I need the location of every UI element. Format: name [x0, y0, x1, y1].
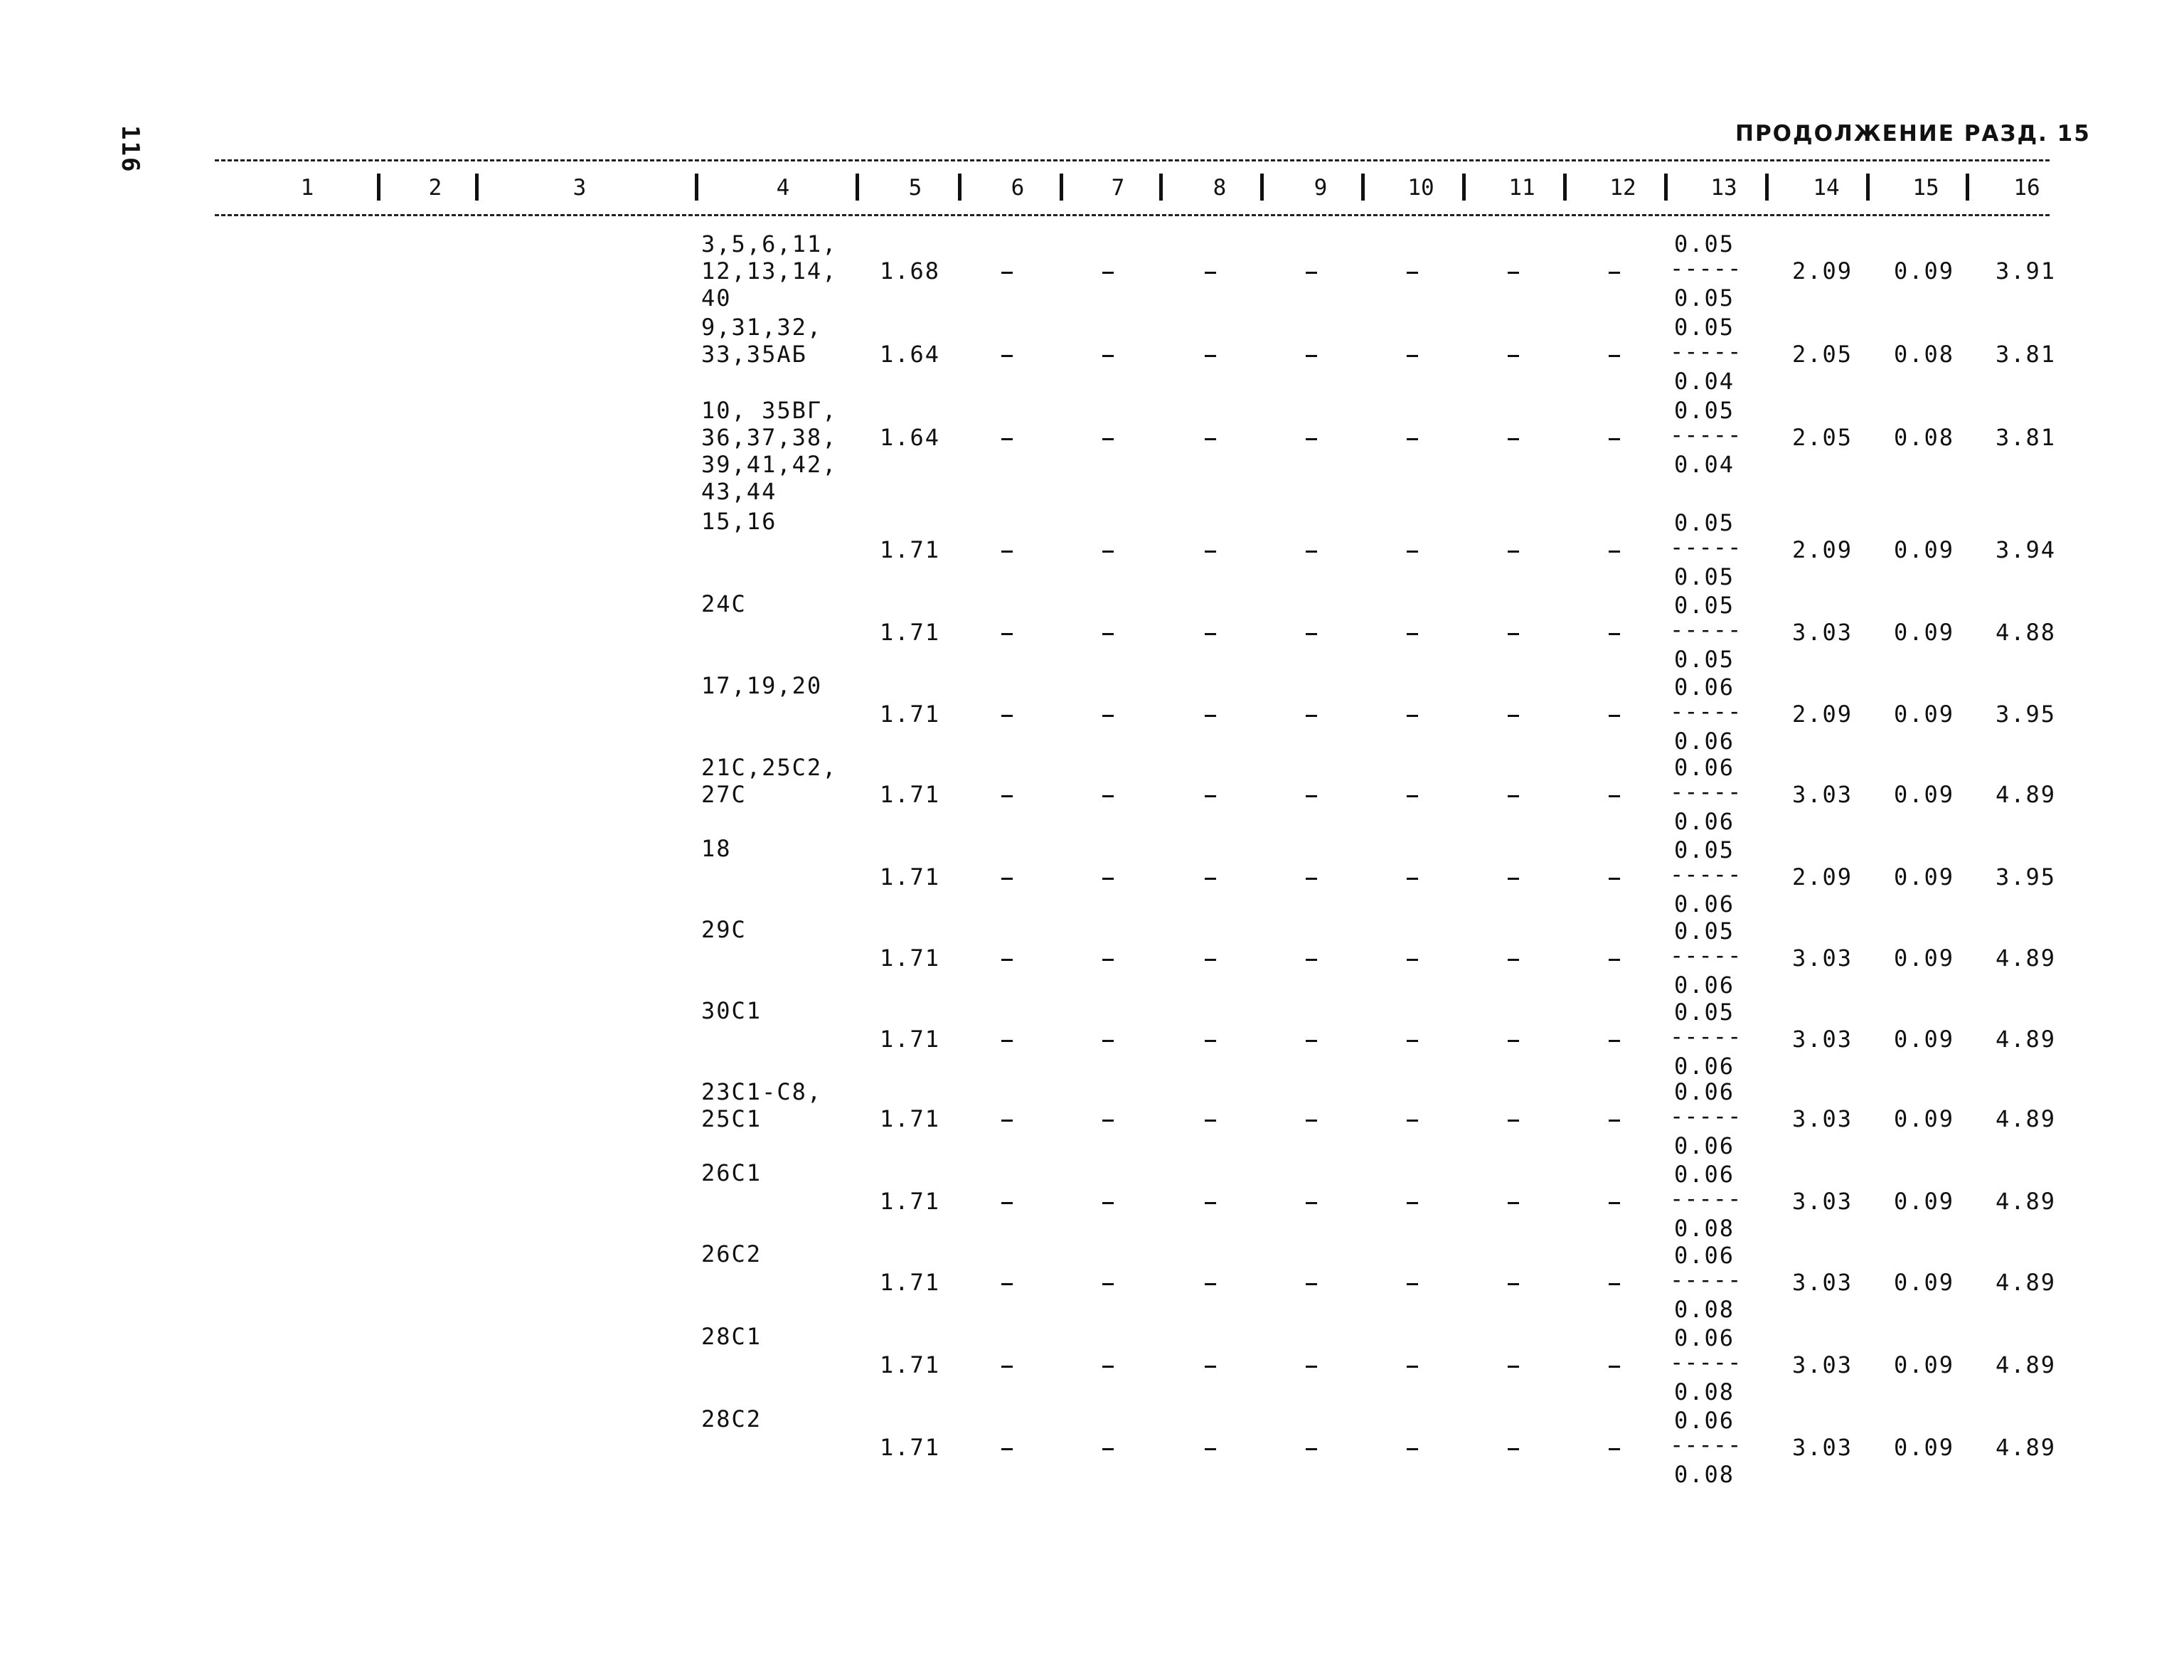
- cell-empty-dash: [1609, 272, 1620, 274]
- column-header-6: 6: [1011, 175, 1025, 201]
- cell-col4: 40: [701, 285, 732, 312]
- cell-empty-dash: [1407, 1040, 1418, 1042]
- cell-col13-denominator: 0.05: [1674, 563, 1735, 590]
- cell-col15: 0.09: [1894, 781, 1955, 808]
- cell-empty-dash: [1102, 1366, 1114, 1368]
- column-separator: [1765, 174, 1769, 201]
- cell-empty-dash: [1508, 715, 1519, 717]
- cell-empty-dash: [1001, 272, 1013, 274]
- cell-col15: 0.09: [1894, 1188, 1955, 1215]
- column-header-11: 11: [1508, 175, 1535, 201]
- cell-col13-denominator: 0.08: [1674, 1461, 1735, 1488]
- cell-empty-dash: [1001, 1283, 1013, 1285]
- cell-empty-dash: [1508, 551, 1519, 553]
- cell-empty-dash: [1001, 438, 1013, 440]
- cell-col13-numerator: 0.05: [1674, 230, 1735, 257]
- cell-col5: 1.71: [880, 945, 941, 972]
- cell-empty-dash: [1508, 878, 1519, 880]
- cell-empty-dash: [1205, 438, 1216, 440]
- cell-empty-dash: [1102, 272, 1114, 274]
- cell-empty-dash: [1205, 795, 1216, 797]
- cell-col13-numerator: 0.06: [1674, 1407, 1735, 1434]
- cell-col5: 1.71: [880, 619, 941, 646]
- column-header-14: 14: [1813, 175, 1840, 201]
- cell-col14: 3.03: [1792, 1269, 1853, 1296]
- cell-empty-dash: [1306, 355, 1317, 357]
- cell-empty-dash: [1205, 551, 1216, 553]
- column-separator: [958, 174, 962, 201]
- cell-empty-dash: [1407, 1120, 1418, 1122]
- cell-empty-dash: [1508, 1120, 1519, 1122]
- cell-empty-dash: [1001, 959, 1013, 961]
- cell-empty-dash: [1306, 633, 1317, 635]
- cell-empty-dash: [1102, 1040, 1114, 1042]
- cell-col15: 0.09: [1894, 1434, 1955, 1461]
- cell-empty-dash: [1001, 1448, 1013, 1450]
- column-header-3: 3: [572, 175, 587, 201]
- cell-empty-dash: [1205, 1120, 1216, 1122]
- cell-empty-dash: [1609, 1283, 1620, 1285]
- cell-empty-dash: [1102, 355, 1114, 357]
- cell-col13-numerator: 0.06: [1674, 1161, 1735, 1188]
- cell-empty-dash: [1306, 1202, 1317, 1204]
- cell-empty-dash: [1609, 795, 1620, 797]
- cell-empty-dash: [1102, 878, 1114, 880]
- cell-empty-dash: [1609, 1366, 1620, 1368]
- cell-col5: 1.71: [880, 1026, 941, 1053]
- cell-col14: 3.03: [1792, 1105, 1853, 1132]
- cell-col5: 1.71: [880, 1188, 941, 1215]
- cell-empty-dash: [1306, 1448, 1317, 1450]
- column-separator: [1866, 174, 1870, 201]
- column-separator: [856, 174, 859, 201]
- cell-col4: 25С1: [701, 1105, 762, 1132]
- cell-empty-dash: [1306, 878, 1317, 880]
- cell-col13-numerator: 0.05: [1674, 397, 1735, 424]
- cell-empty-dash: [1407, 795, 1418, 797]
- cell-col13-fraction-bar: -----: [1670, 1349, 1742, 1376]
- column-header-9: 9: [1314, 175, 1328, 201]
- cell-col13-numerator: 0.05: [1674, 918, 1735, 945]
- cell-col16: 4.89: [1996, 1434, 2057, 1461]
- cell-col13-fraction-bar: -----: [1670, 861, 1742, 888]
- cell-col15: 0.09: [1894, 701, 1955, 728]
- cell-empty-dash: [1205, 715, 1216, 717]
- cell-empty-dash: [1508, 438, 1519, 440]
- cell-empty-dash: [1407, 959, 1418, 961]
- cell-empty-dash: [1508, 272, 1519, 274]
- cell-col13-fraction-bar: -----: [1670, 942, 1742, 969]
- cell-empty-dash: [1306, 1283, 1317, 1285]
- cell-col13-fraction-bar: -----: [1670, 1102, 1742, 1129]
- cell-col15: 0.09: [1894, 1105, 1955, 1132]
- column-separator: [1664, 174, 1668, 201]
- cell-col5: 1.71: [880, 1269, 941, 1296]
- cell-col13-fraction-bar: -----: [1670, 338, 1742, 365]
- cell-empty-dash: [1609, 1202, 1620, 1204]
- cell-col13-numerator: 0.05: [1674, 836, 1735, 863]
- cell-col16: 3.94: [1996, 536, 2057, 563]
- continuation-label: ПРОДОЛЖЕНИЕ РАЗД. 15: [1735, 121, 2091, 147]
- cell-col13-denominator: 0.05: [1674, 285, 1735, 312]
- cell-empty-dash: [1205, 1448, 1216, 1450]
- cell-empty-dash: [1306, 272, 1317, 274]
- cell-col4: 9,31,32,: [701, 314, 823, 341]
- cell-empty-dash: [1407, 438, 1418, 440]
- cell-col4: 10, 35ВГ,: [701, 397, 838, 424]
- cell-empty-dash: [1306, 1366, 1317, 1368]
- column-separator: [475, 174, 479, 201]
- cell-col13-denominator: 0.08: [1674, 1215, 1735, 1242]
- cell-empty-dash: [1508, 1448, 1519, 1450]
- cell-empty-dash: [1102, 551, 1114, 553]
- cell-col13-denominator: 0.06: [1674, 890, 1735, 918]
- cell-empty-dash: [1407, 1283, 1418, 1285]
- cell-empty-dash: [1205, 1202, 1216, 1204]
- cell-empty-dash: [1102, 1120, 1114, 1122]
- cell-col16: 3.81: [1996, 341, 2057, 368]
- cell-col16: 3.91: [1996, 257, 2057, 285]
- cell-empty-dash: [1102, 1202, 1114, 1204]
- cell-empty-dash: [1508, 355, 1519, 357]
- column-separator: [1462, 174, 1466, 201]
- cell-empty-dash: [1306, 551, 1317, 553]
- column-header-15: 15: [1912, 175, 1939, 201]
- cell-empty-dash: [1609, 551, 1620, 553]
- cell-col13-fraction-bar: -----: [1670, 1266, 1742, 1293]
- cell-col13-fraction-bar: -----: [1670, 1185, 1742, 1212]
- cell-col4: 36,37,38,: [701, 424, 838, 451]
- header-bottom-rule: [215, 214, 2050, 216]
- cell-empty-dash: [1205, 633, 1216, 635]
- cell-empty-dash: [1407, 1448, 1418, 1450]
- cell-col13-denominator: 0.06: [1674, 972, 1735, 999]
- cell-empty-dash: [1001, 715, 1013, 717]
- column-header-16: 16: [2013, 175, 2040, 201]
- cell-col4: 23С1-С8,: [701, 1078, 823, 1105]
- cell-col16: 3.95: [1996, 701, 2057, 728]
- cell-col16: 3.95: [1996, 863, 2057, 890]
- cell-empty-dash: [1205, 1040, 1216, 1042]
- cell-col4: 30С1: [701, 997, 762, 1024]
- cell-col15: 0.09: [1894, 1026, 1955, 1053]
- cell-empty-dash: [1407, 1366, 1418, 1368]
- cell-col5: 1.64: [880, 341, 941, 368]
- cell-empty-dash: [1001, 355, 1013, 357]
- cell-empty-dash: [1508, 1366, 1519, 1368]
- column-separator: [377, 174, 380, 201]
- cell-empty-dash: [1508, 633, 1519, 635]
- cell-col15: 0.08: [1894, 341, 1955, 368]
- cell-col16: 3.81: [1996, 424, 2057, 451]
- cell-col16: 4.89: [1996, 1188, 2057, 1215]
- cell-col13-numerator: 0.05: [1674, 314, 1735, 341]
- cell-empty-dash: [1205, 1283, 1216, 1285]
- cell-col14: 3.03: [1792, 945, 1853, 972]
- column-header-10: 10: [1407, 175, 1434, 201]
- cell-col14: 2.05: [1792, 424, 1853, 451]
- cell-col13-numerator: 0.06: [1674, 1242, 1735, 1269]
- cell-col13-denominator: 0.06: [1674, 808, 1735, 835]
- cell-col13-denominator: 0.06: [1674, 1053, 1735, 1080]
- cell-empty-dash: [1306, 715, 1317, 717]
- cell-empty-dash: [1102, 795, 1114, 797]
- cell-empty-dash: [1609, 715, 1620, 717]
- cell-col14: 2.09: [1792, 536, 1853, 563]
- cell-col14: 2.09: [1792, 257, 1853, 285]
- cell-col16: 4.89: [1996, 781, 2057, 808]
- cell-empty-dash: [1001, 1040, 1013, 1042]
- cell-empty-dash: [1205, 959, 1216, 961]
- cell-col15: 0.09: [1894, 863, 1955, 890]
- cell-col13-denominator: 0.06: [1674, 728, 1735, 755]
- cell-empty-dash: [1508, 1283, 1519, 1285]
- cell-empty-dash: [1102, 959, 1114, 961]
- cell-empty-dash: [1001, 1120, 1013, 1122]
- cell-col15: 0.09: [1894, 945, 1955, 972]
- cell-col13-numerator: 0.06: [1674, 754, 1735, 781]
- cell-empty-dash: [1306, 1040, 1317, 1042]
- column-separator: [695, 174, 698, 201]
- column-separator: [1159, 174, 1163, 201]
- cell-empty-dash: [1407, 1202, 1418, 1204]
- cell-col5: 1.71: [880, 1351, 941, 1378]
- cell-empty-dash: [1407, 551, 1418, 553]
- cell-empty-dash: [1001, 795, 1013, 797]
- column-separator: [1361, 174, 1365, 201]
- cell-col13-fraction-bar: -----: [1670, 1023, 1742, 1050]
- cell-col5: 1.71: [880, 1434, 941, 1461]
- cell-empty-dash: [1001, 1202, 1013, 1204]
- cell-col4: 15,16: [701, 508, 777, 535]
- cell-col4: 29С: [701, 916, 747, 943]
- cell-col15: 0.09: [1894, 257, 1955, 285]
- cell-empty-dash: [1306, 795, 1317, 797]
- cell-empty-dash: [1609, 633, 1620, 635]
- cell-col14: 3.03: [1792, 1188, 1853, 1215]
- cell-empty-dash: [1609, 1120, 1620, 1122]
- cell-col13-denominator: 0.08: [1674, 1296, 1735, 1323]
- cell-col13-fraction-bar: -----: [1670, 616, 1742, 643]
- cell-empty-dash: [1407, 272, 1418, 274]
- cell-col4: 28С2: [701, 1405, 762, 1432]
- cell-col14: 3.03: [1792, 1026, 1853, 1053]
- cell-col4: 17,19,20: [701, 672, 823, 699]
- column-header-1: 1: [300, 175, 314, 201]
- cell-col13-numerator: 0.05: [1674, 999, 1735, 1026]
- cell-col16: 4.89: [1996, 1105, 2057, 1132]
- cell-col13-denominator: 0.04: [1674, 451, 1735, 478]
- cell-col14: 3.03: [1792, 1351, 1853, 1378]
- cell-col14: 2.05: [1792, 341, 1853, 368]
- cell-col4: 43,44: [701, 478, 777, 505]
- cell-empty-dash: [1001, 551, 1013, 553]
- cell-empty-dash: [1102, 633, 1114, 635]
- cell-col14: 3.03: [1792, 781, 1853, 808]
- column-header-4: 4: [776, 175, 790, 201]
- cell-col4: 21С,25С2,: [701, 754, 838, 781]
- cell-col13-fraction-bar: -----: [1670, 533, 1742, 560]
- cell-col14: 3.03: [1792, 1434, 1853, 1461]
- column-separator: [1966, 174, 1969, 201]
- cell-col5: 1.64: [880, 424, 941, 451]
- cell-empty-dash: [1508, 1040, 1519, 1042]
- cell-col16: 4.89: [1996, 1026, 2057, 1053]
- cell-col14: 2.09: [1792, 701, 1853, 728]
- cell-empty-dash: [1508, 795, 1519, 797]
- cell-col14: 2.09: [1792, 863, 1853, 890]
- cell-empty-dash: [1407, 633, 1418, 635]
- cell-col14: 3.03: [1792, 619, 1853, 646]
- cell-empty-dash: [1205, 272, 1216, 274]
- cell-col16: 4.89: [1996, 1269, 2057, 1296]
- cell-col4: 18: [701, 835, 732, 862]
- cell-empty-dash: [1609, 355, 1620, 357]
- page-number: 116: [116, 125, 144, 174]
- cell-col4: 33,35АБ: [701, 341, 807, 368]
- cell-col13-fraction-bar: -----: [1670, 255, 1742, 282]
- cell-col5: 1.68: [880, 257, 941, 285]
- cell-col5: 1.71: [880, 701, 941, 728]
- cell-col16: 4.89: [1996, 1351, 2057, 1378]
- cell-col4: 39,41,42,: [701, 451, 838, 478]
- cell-empty-dash: [1306, 438, 1317, 440]
- cell-col13-fraction-bar: -----: [1670, 698, 1742, 725]
- header-top-rule: [215, 159, 2050, 161]
- cell-empty-dash: [1102, 715, 1114, 717]
- cell-empty-dash: [1609, 1448, 1620, 1450]
- column-header-13: 13: [1710, 175, 1737, 201]
- cell-empty-dash: [1609, 878, 1620, 880]
- cell-col13-numerator: 0.06: [1674, 1324, 1735, 1351]
- cell-col5: 1.71: [880, 863, 941, 890]
- column-separator: [1060, 174, 1063, 201]
- cell-col13-denominator: 0.08: [1674, 1378, 1735, 1405]
- cell-empty-dash: [1609, 959, 1620, 961]
- cell-empty-dash: [1306, 1120, 1317, 1122]
- cell-col16: 4.89: [1996, 945, 2057, 972]
- cell-col5: 1.71: [880, 1105, 941, 1132]
- column-header-7: 7: [1111, 175, 1125, 201]
- cell-col4: 26С1: [701, 1159, 762, 1186]
- cell-empty-dash: [1001, 633, 1013, 635]
- cell-empty-dash: [1102, 1448, 1114, 1450]
- cell-col13-fraction-bar: -----: [1670, 1431, 1742, 1458]
- cell-col16: 4.88: [1996, 619, 2057, 646]
- cell-empty-dash: [1102, 1283, 1114, 1285]
- cell-col15: 0.09: [1894, 1351, 1955, 1378]
- cell-col15: 0.09: [1894, 619, 1955, 646]
- column-header-8: 8: [1213, 175, 1227, 201]
- cell-empty-dash: [1407, 355, 1418, 357]
- cell-col5: 1.71: [880, 781, 941, 808]
- cell-col13-numerator: 0.06: [1674, 674, 1735, 701]
- cell-col4: 26С2: [701, 1240, 762, 1267]
- cell-col13-denominator: 0.04: [1674, 368, 1735, 395]
- cell-empty-dash: [1205, 355, 1216, 357]
- column-separator: [1563, 174, 1567, 201]
- cell-col13-fraction-bar: -----: [1670, 421, 1742, 448]
- column-header-5: 5: [908, 175, 922, 201]
- cell-col13-fraction-bar: -----: [1670, 778, 1742, 805]
- cell-col4: 3,5,6,11,: [701, 230, 838, 257]
- cell-empty-dash: [1609, 1040, 1620, 1042]
- cell-col4: 24С: [701, 590, 747, 617]
- cell-col4: 28С1: [701, 1323, 762, 1350]
- cell-empty-dash: [1205, 878, 1216, 880]
- cell-col15: 0.09: [1894, 1269, 1955, 1296]
- cell-empty-dash: [1407, 878, 1418, 880]
- cell-empty-dash: [1407, 715, 1418, 717]
- cell-col13-numerator: 0.05: [1674, 592, 1735, 619]
- cell-col13-numerator: 0.05: [1674, 509, 1735, 536]
- cell-col13-denominator: 0.06: [1674, 1132, 1735, 1159]
- cell-col4: 12,13,14,: [701, 257, 838, 285]
- cell-col13-numerator: 0.06: [1674, 1078, 1735, 1105]
- cell-empty-dash: [1508, 959, 1519, 961]
- cell-empty-dash: [1306, 959, 1317, 961]
- cell-col13-denominator: 0.05: [1674, 646, 1735, 673]
- cell-empty-dash: [1102, 438, 1114, 440]
- cell-col4: 27С: [701, 781, 747, 808]
- cell-empty-dash: [1609, 438, 1620, 440]
- column-header-2: 2: [428, 175, 442, 201]
- cell-col5: 1.71: [880, 536, 941, 563]
- column-header-12: 12: [1609, 175, 1636, 201]
- cell-empty-dash: [1205, 1366, 1216, 1368]
- cell-empty-dash: [1001, 1366, 1013, 1368]
- cell-col15: 0.08: [1894, 424, 1955, 451]
- cell-empty-dash: [1508, 1202, 1519, 1204]
- column-separator: [1260, 174, 1264, 201]
- cell-empty-dash: [1001, 878, 1013, 880]
- cell-col15: 0.09: [1894, 536, 1955, 563]
